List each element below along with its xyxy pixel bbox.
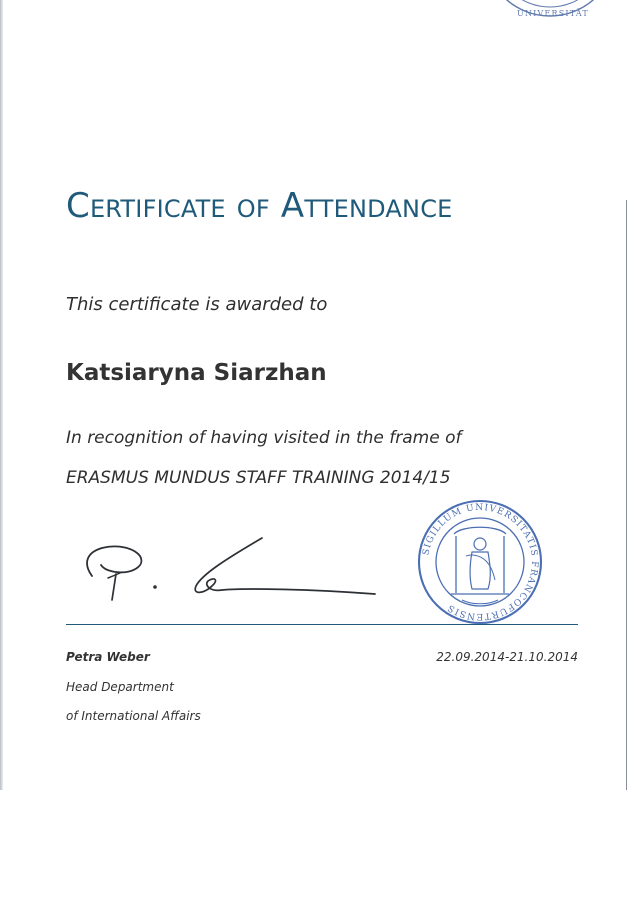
university-seal-partial [480, 0, 620, 30]
svg-text:SIGILLUM UNIVERSITATIS FRANCOF: SIGILLUM UNIVERSITATIS FRANCOFURTENSIS [421, 502, 540, 622]
signer-name: Petra Weber [66, 650, 150, 664]
attendance-dates: 22.09.2014-21.10.2014 [436, 650, 578, 664]
signer-department: of International Affairs [66, 709, 201, 723]
scan-right-edge [626, 200, 627, 790]
recipient-name: Katsiaryna Siarzhan [66, 360, 327, 386]
page-bottom-margin [0, 790, 638, 902]
program-line: ERASMUS MUNDUS STAFF TRAINING 2014/15 [66, 468, 451, 488]
recognition-line: In recognition of having visited in the frame of [66, 428, 462, 448]
scan-left-edge [0, 0, 3, 800]
handwritten-signature [80, 528, 390, 618]
signer-role: Head Department [66, 680, 174, 694]
svg-text:UNIVERSITÄT: UNIVERSITÄT [517, 9, 589, 18]
signature-divider [66, 624, 578, 625]
award-label: This certificate is awarded to [66, 294, 328, 315]
university-stamp [416, 498, 544, 626]
certificate-title: Certificate of Attendance [66, 186, 453, 226]
